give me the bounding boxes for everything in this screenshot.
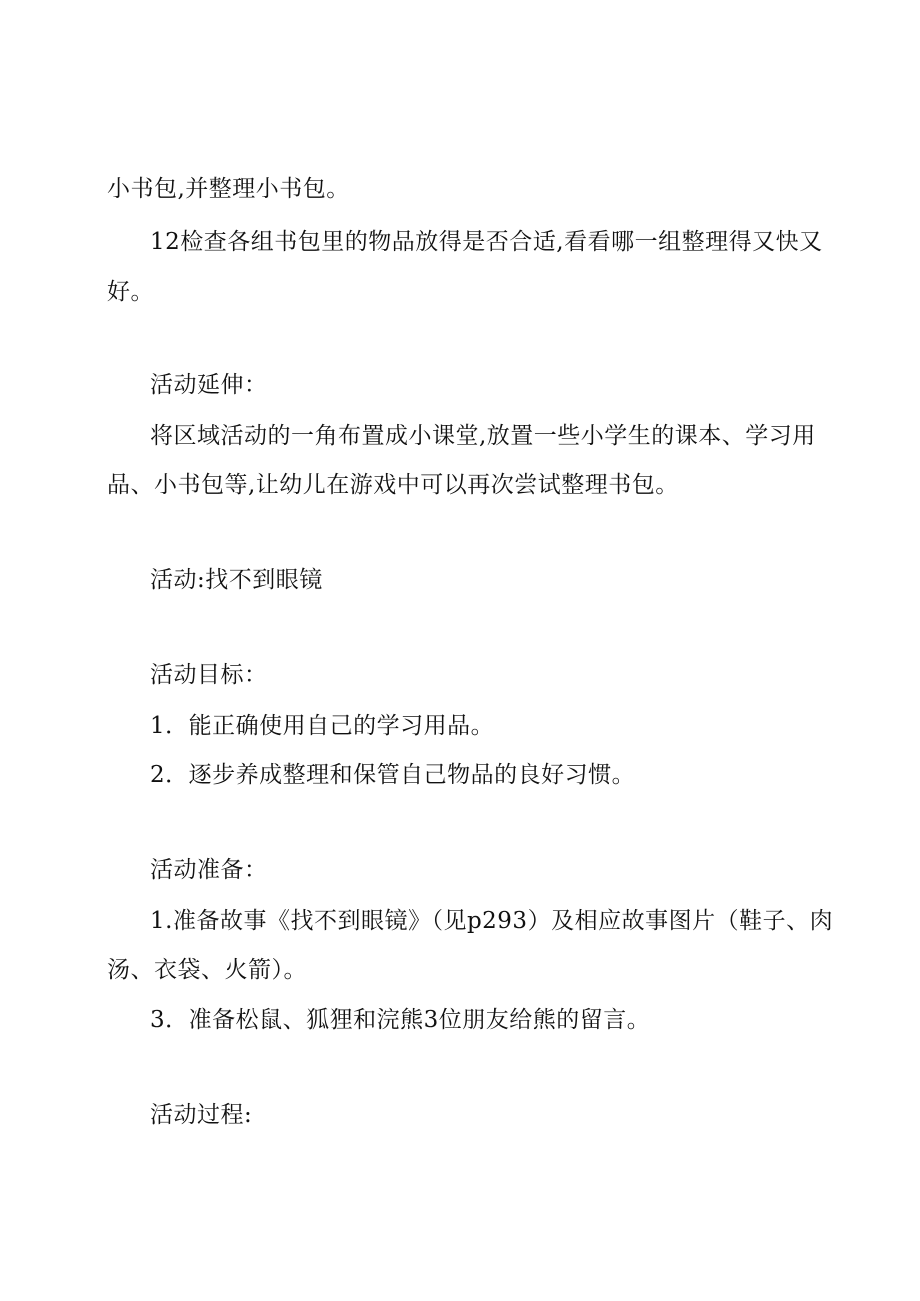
section-heading-goals: 活动目标： (150, 662, 268, 688)
extension-paragraph-line-1: 将区域活动的一角布置成小课堂,放置一些小学生的课本、学习用 (150, 423, 816, 449)
step-12-line-2: 好。 (107, 279, 154, 305)
preparation-item-1-line-1: 1.准备故事《找不到眼镜》（见p293）及相应故事图片（鞋子、肉 (150, 908, 834, 934)
step-12-line-1: 12检查各组书包里的物品放得是否合适,看看哪一组整理得又快又 (150, 229, 823, 255)
activity-title: 活动:找不到眼镜 (150, 567, 323, 593)
extension-paragraph-line-2: 品、小书包等,让幼儿在游戏中可以再次尝试整理书包。 (107, 472, 679, 498)
section-heading-preparation: 活动准备： (150, 857, 268, 883)
goal-item-1: 1．能正确使用自己的学习用品。 (150, 713, 495, 739)
preparation-item-1-line-2: 汤、衣袋、火箭）。 (107, 957, 307, 983)
section-heading-process: 活动过程: (150, 1102, 253, 1128)
section-heading-extension: 活动延伸： (150, 372, 268, 398)
paragraph-continuation: 小书包,并整理小书包。 (107, 176, 350, 202)
goal-item-2: 2．逐步养成整理和保管自己物品的良好习惯。 (150, 762, 636, 788)
preparation-item-3: 3．准备松鼠、狐狸和浣熊3位朋友给熊的留言。 (150, 1007, 651, 1033)
